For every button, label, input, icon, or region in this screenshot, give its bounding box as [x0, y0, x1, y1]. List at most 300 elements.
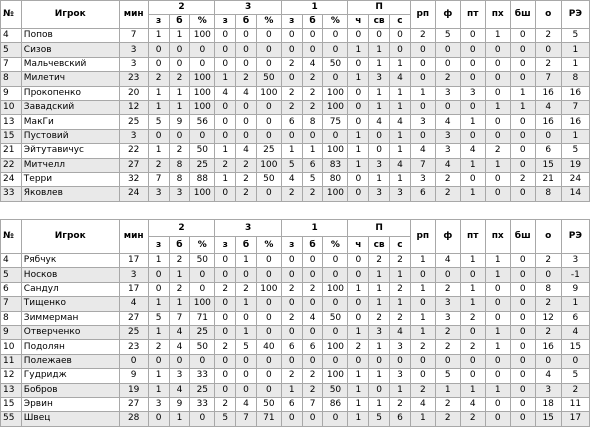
cell-efficiency: 15 [561, 340, 589, 354]
cell-turnovers: 0 [460, 100, 485, 114]
cell-reb-offensive: 1 [348, 397, 369, 411]
table-row [1, 72, 590, 86]
cell-player-name: Завадский [21, 100, 119, 114]
cell-three-attempted: 2 [236, 282, 257, 296]
cell-points: 16 [535, 115, 561, 129]
cell-reb-total: 4 [390, 72, 411, 86]
cell-three-percent: 25 [256, 144, 281, 158]
cell-two-attempted: 4 [169, 383, 190, 397]
cell-steals: 0 [485, 57, 510, 71]
header-assists: рп [410, 220, 435, 254]
cell-minutes: 3 [119, 129, 148, 143]
table-row [1, 29, 590, 43]
cell-efficiency: 1 [561, 57, 589, 71]
cell-assists: 4 [410, 397, 435, 411]
cell-efficiency: 8 [561, 72, 589, 86]
cell-ft-made: 2 [281, 311, 302, 325]
header-2pt-attempted: б [169, 237, 190, 254]
cell-ft-percent: 0 [323, 268, 348, 282]
cell-reb-total: 4 [390, 325, 411, 339]
cell-fouls: 4 [435, 158, 460, 172]
cell-player-number: 7 [1, 57, 22, 71]
header-3pt-percent: % [256, 15, 281, 29]
cell-turnovers: 0 [460, 129, 485, 143]
table-row [1, 254, 590, 268]
header-ft-made: з [281, 15, 302, 29]
team1-stats-table [0, 0, 590, 202]
cell-ft-made: 0 [281, 412, 302, 426]
header-3pt-percent: % [256, 237, 281, 254]
cell-three-attempted: 0 [236, 100, 257, 114]
cell-player-name: МакГи [21, 115, 119, 129]
cell-turnovers: 3 [460, 86, 485, 100]
cell-fouls: 0 [435, 268, 460, 282]
cell-fouls: 3 [435, 297, 460, 311]
cell-ft-attempted: 0 [302, 254, 323, 268]
cell-three-percent: 100 [256, 86, 281, 100]
cell-ft-percent: 100 [323, 86, 348, 100]
table-row [1, 325, 590, 339]
header-player: Игрок [21, 220, 119, 254]
cell-assists: 3 [410, 115, 435, 129]
cell-player-name: Прокопенко [21, 86, 119, 100]
cell-three-percent: 0 [256, 383, 281, 397]
cell-player-number: 10 [1, 340, 22, 354]
cell-reb-total: 1 [390, 383, 411, 397]
cell-reb-defensive: 4 [369, 115, 390, 129]
cell-two-attempted: 2 [169, 72, 190, 86]
cell-two-made: 0 [148, 282, 169, 296]
cell-two-attempted: 0 [169, 354, 190, 368]
cell-assists: 0 [410, 100, 435, 114]
cell-points: 2 [535, 297, 561, 311]
cell-ft-attempted: 0 [302, 297, 323, 311]
cell-ft-made: 4 [281, 172, 302, 186]
cell-player-number: 9 [1, 325, 22, 339]
cell-ft-attempted: 2 [302, 100, 323, 114]
cell-player-name: Гудридж [21, 369, 119, 383]
cell-player-name: Эйтутавичус [21, 144, 119, 158]
header-reb-total: с [390, 15, 411, 29]
cell-ft-made: 0 [281, 72, 302, 86]
cell-two-made: 1 [148, 254, 169, 268]
cell-three-made: 5 [215, 412, 236, 426]
cell-two-percent: 0 [190, 354, 215, 368]
header-turnovers: пт [460, 1, 485, 29]
cell-ft-percent: 50 [323, 311, 348, 325]
cell-minutes: 4 [119, 297, 148, 311]
cell-two-percent: 33 [190, 369, 215, 383]
cell-ft-made: 1 [281, 144, 302, 158]
cell-points: 8 [535, 187, 561, 201]
cell-assists: 6 [410, 187, 435, 201]
cell-efficiency: 24 [561, 172, 589, 186]
cell-turnovers: 2 [460, 412, 485, 426]
cell-points: 15 [535, 158, 561, 172]
cell-two-made: 1 [148, 100, 169, 114]
cell-player-name: Милетич [21, 72, 119, 86]
cell-turnovers: 0 [460, 72, 485, 86]
cell-blocks: 0 [510, 43, 535, 57]
cell-two-percent: 0 [190, 282, 215, 296]
cell-efficiency: 9 [561, 282, 589, 296]
cell-points: 4 [535, 100, 561, 114]
cell-steals: 0 [485, 311, 510, 325]
cell-points: 15 [535, 412, 561, 426]
cell-efficiency: 11 [561, 397, 589, 411]
cell-minutes: 7 [119, 29, 148, 43]
cell-reb-offensive: 0 [348, 354, 369, 368]
cell-ft-made: 0 [281, 29, 302, 43]
cell-steals: 0 [485, 297, 510, 311]
cell-turnovers: 0 [460, 43, 485, 57]
cell-reb-offensive: 0 [348, 100, 369, 114]
cell-ft-made: 2 [281, 100, 302, 114]
cell-three-attempted: 1 [236, 254, 257, 268]
cell-fouls: 2 [435, 397, 460, 411]
cell-points: 2 [535, 29, 561, 43]
cell-steals: 0 [485, 412, 510, 426]
cell-three-percent: 0 [256, 369, 281, 383]
cell-reb-defensive: 1 [369, 100, 390, 114]
cell-turnovers: 1 [460, 297, 485, 311]
cell-two-percent: 33 [190, 397, 215, 411]
cell-ft-made: 0 [281, 43, 302, 57]
cell-assists: 0 [410, 129, 435, 143]
cell-three-attempted: 4 [236, 397, 257, 411]
cell-three-made: 0 [215, 115, 236, 129]
cell-player-number: 22 [1, 158, 22, 172]
cell-fouls: 2 [435, 325, 460, 339]
cell-efficiency: 3 [561, 254, 589, 268]
cell-minutes: 24 [119, 187, 148, 201]
cell-reb-defensive: 1 [369, 268, 390, 282]
cell-points: 0 [535, 43, 561, 57]
cell-player-number: 15 [1, 397, 22, 411]
cell-ft-attempted: 2 [302, 187, 323, 201]
cell-three-attempted: 2 [236, 187, 257, 201]
cell-efficiency: 5 [561, 144, 589, 158]
cell-turnovers: 4 [460, 144, 485, 158]
cell-turnovers: 0 [460, 325, 485, 339]
cell-blocks: 0 [510, 254, 535, 268]
cell-three-attempted: 2 [236, 72, 257, 86]
cell-minutes: 22 [119, 144, 148, 158]
cell-ft-made: 2 [281, 57, 302, 71]
table-row [1, 115, 590, 129]
table-row [1, 397, 590, 411]
cell-player-name: Митчелл [21, 158, 119, 172]
cell-two-made: 2 [148, 72, 169, 86]
header-ft-percent: % [323, 237, 348, 254]
cell-fouls: 0 [435, 354, 460, 368]
cell-player-number: 7 [1, 297, 22, 311]
cell-reb-total: 4 [390, 115, 411, 129]
header-reb-defensive: св [369, 237, 390, 254]
cell-assists: 0 [410, 57, 435, 71]
cell-ft-attempted: 4 [302, 311, 323, 325]
cell-ft-percent: 80 [323, 172, 348, 186]
cell-fouls: 3 [435, 86, 460, 100]
cell-three-attempted: 1 [236, 325, 257, 339]
cell-points: 16 [535, 340, 561, 354]
header-2pt-percent: % [190, 15, 215, 29]
cell-minutes: 23 [119, 340, 148, 354]
cell-ft-attempted: 5 [302, 172, 323, 186]
header-blocks: бш [510, 220, 535, 254]
cell-two-attempted: 1 [169, 297, 190, 311]
cell-steals: 1 [485, 100, 510, 114]
header-rebounds: П [348, 220, 410, 237]
cell-two-made: 1 [148, 144, 169, 158]
cell-three-made: 2 [215, 282, 236, 296]
cell-ft-attempted: 4 [302, 57, 323, 71]
header-free-throws: 1 [281, 220, 348, 237]
cell-assists: 0 [410, 43, 435, 57]
cell-reb-offensive: 1 [348, 383, 369, 397]
cell-reb-total: 0 [390, 354, 411, 368]
cell-two-percent: 25 [190, 383, 215, 397]
cell-blocks: 0 [510, 397, 535, 411]
cell-reb-defensive: 0 [369, 354, 390, 368]
cell-player-name: Эрвин [21, 397, 119, 411]
cell-three-attempted: 0 [236, 354, 257, 368]
cell-player-name: Пустовий [21, 129, 119, 143]
cell-minutes: 3 [119, 57, 148, 71]
cell-three-attempted: 4 [236, 144, 257, 158]
cell-two-made: 0 [148, 57, 169, 71]
header-rebounds: П [348, 1, 410, 15]
cell-player-number: 24 [1, 172, 22, 186]
cell-player-name: Сизов [21, 43, 119, 57]
cell-three-percent: 0 [256, 43, 281, 57]
cell-efficiency: -1 [561, 268, 589, 282]
cell-points: 12 [535, 311, 561, 325]
cell-reb-total: 0 [390, 43, 411, 57]
cell-three-made: 0 [215, 297, 236, 311]
cell-ft-percent: 50 [323, 57, 348, 71]
cell-fouls: 3 [435, 144, 460, 158]
cell-three-attempted: 4 [236, 86, 257, 100]
cell-two-percent: 50 [190, 144, 215, 158]
cell-two-attempted: 7 [169, 311, 190, 325]
header-points: о [535, 220, 561, 254]
cell-ft-made: 2 [281, 86, 302, 100]
cell-three-made: 0 [215, 369, 236, 383]
cell-three-percent: 100 [256, 282, 281, 296]
cell-player-number: 12 [1, 369, 22, 383]
header-ft-percent: % [323, 15, 348, 29]
cell-ft-percent: 0 [323, 297, 348, 311]
cell-ft-percent: 0 [323, 29, 348, 43]
cell-ft-attempted: 2 [302, 383, 323, 397]
cell-efficiency: 1 [561, 129, 589, 143]
cell-two-attempted: 4 [169, 325, 190, 339]
cell-reb-total: 2 [390, 254, 411, 268]
cell-reb-defensive: 1 [369, 43, 390, 57]
cell-reb-defensive: 3 [369, 72, 390, 86]
table-row [1, 158, 590, 172]
cell-two-percent: 0 [190, 412, 215, 426]
cell-turnovers: 0 [460, 369, 485, 383]
cell-steals: 0 [485, 397, 510, 411]
cell-two-percent: 100 [190, 297, 215, 311]
cell-two-made: 2 [148, 158, 169, 172]
cell-reb-offensive: 1 [348, 369, 369, 383]
cell-efficiency: 0 [561, 354, 589, 368]
cell-three-percent: 50 [256, 172, 281, 186]
cell-fouls: 3 [435, 311, 460, 325]
cell-turnovers: 1 [460, 115, 485, 129]
table-row [1, 100, 590, 114]
cell-efficiency: 5 [561, 29, 589, 43]
cell-three-attempted: 1 [236, 297, 257, 311]
header-minutes: мин [119, 1, 148, 29]
cell-ft-percent: 0 [323, 354, 348, 368]
cell-turnovers: 1 [460, 158, 485, 172]
cell-two-percent: 100 [190, 86, 215, 100]
cell-ft-percent: 0 [323, 412, 348, 426]
cell-three-attempted: 0 [236, 129, 257, 143]
cell-turnovers: 1 [460, 187, 485, 201]
cell-two-attempted: 2 [169, 254, 190, 268]
cell-reb-defensive: 5 [369, 412, 390, 426]
cell-efficiency: 1 [561, 43, 589, 57]
header-2pt-made: з [148, 15, 169, 29]
cell-two-percent: 56 [190, 115, 215, 129]
cell-player-name: Подолян [21, 340, 119, 354]
cell-fouls: 4 [435, 254, 460, 268]
cell-player-number: 10 [1, 100, 22, 114]
cell-ft-made: 0 [281, 129, 302, 143]
cell-blocks: 0 [510, 311, 535, 325]
cell-blocks: 0 [510, 268, 535, 282]
cell-steals: 1 [485, 325, 510, 339]
cell-three-percent: 0 [256, 187, 281, 201]
table-row [1, 129, 590, 143]
cell-reb-defensive: 3 [369, 325, 390, 339]
cell-assists: 0 [410, 369, 435, 383]
cell-three-made: 0 [215, 325, 236, 339]
header-ft-attempted: б [302, 15, 323, 29]
cell-reb-offensive: 0 [348, 57, 369, 71]
cell-ft-attempted: 7 [302, 397, 323, 411]
cell-three-made: 0 [215, 129, 236, 143]
cell-turnovers: 1 [460, 383, 485, 397]
cell-assists: 0 [410, 72, 435, 86]
cell-two-made: 5 [148, 115, 169, 129]
cell-fouls: 2 [435, 340, 460, 354]
cell-fouls: 4 [435, 115, 460, 129]
header-player: Игрок [21, 1, 119, 29]
cell-blocks: 0 [510, 412, 535, 426]
cell-turnovers: 0 [460, 172, 485, 186]
cell-three-percent: 0 [256, 100, 281, 114]
cell-reb-total: 2 [390, 282, 411, 296]
header-3pt-made: з [215, 15, 236, 29]
cell-blocks: 1 [510, 100, 535, 114]
cell-two-made: 2 [148, 340, 169, 354]
cell-blocks: 0 [510, 72, 535, 86]
cell-ft-made: 0 [281, 325, 302, 339]
cell-blocks: 0 [510, 282, 535, 296]
cell-reb-offensive: 1 [348, 282, 369, 296]
cell-points: 0 [535, 129, 561, 143]
cell-two-made: 5 [148, 311, 169, 325]
cell-efficiency: 5 [561, 369, 589, 383]
cell-three-made: 2 [215, 340, 236, 354]
cell-three-percent: 0 [256, 115, 281, 129]
cell-three-attempted: 0 [236, 383, 257, 397]
cell-two-percent: 88 [190, 172, 215, 186]
cell-player-name: Тищенко [21, 297, 119, 311]
cell-steals: 1 [485, 254, 510, 268]
header-reb-offensive: ч [348, 237, 369, 254]
cell-minutes: 17 [119, 254, 148, 268]
cell-three-made: 0 [215, 43, 236, 57]
header-fouls: ф [435, 220, 460, 254]
cell-three-percent: 0 [256, 297, 281, 311]
cell-turnovers: 4 [460, 397, 485, 411]
header-free-throws: 1 [281, 1, 348, 15]
cell-points: 0 [535, 354, 561, 368]
cell-player-number: 4 [1, 254, 22, 268]
cell-ft-made: 0 [281, 268, 302, 282]
cell-efficiency: 17 [561, 412, 589, 426]
cell-reb-offensive: 0 [348, 297, 369, 311]
cell-three-attempted: 2 [236, 172, 257, 186]
cell-assists: 4 [410, 144, 435, 158]
cell-ft-attempted: 0 [302, 29, 323, 43]
cell-reb-total: 1 [390, 297, 411, 311]
cell-reb-defensive: 3 [369, 158, 390, 172]
cell-ft-percent: 0 [323, 72, 348, 86]
cell-three-made: 1 [215, 172, 236, 186]
header-2pt-made: з [148, 237, 169, 254]
cell-two-percent: 0 [190, 57, 215, 71]
cell-fouls: 5 [435, 369, 460, 383]
cell-turnovers: 1 [460, 282, 485, 296]
cell-ft-percent: 100 [323, 187, 348, 201]
cell-assists: 0 [410, 297, 435, 311]
cell-player-name: Полежаев [21, 354, 119, 368]
cell-three-percent: 50 [256, 397, 281, 411]
cell-fouls: 0 [435, 43, 460, 57]
cell-three-made: 0 [215, 268, 236, 282]
cell-blocks: 0 [510, 369, 535, 383]
cell-reb-total: 3 [390, 340, 411, 354]
cell-steals: 1 [485, 29, 510, 43]
cell-ft-percent: 100 [323, 144, 348, 158]
cell-three-percent: 0 [256, 311, 281, 325]
cell-blocks: 0 [510, 325, 535, 339]
cell-two-attempted: 3 [169, 369, 190, 383]
cell-three-percent: 0 [256, 325, 281, 339]
cell-two-made: 1 [148, 297, 169, 311]
header-2pt-percent: % [190, 237, 215, 254]
table-row [1, 369, 590, 383]
cell-two-attempted: 1 [169, 268, 190, 282]
cell-two-made: 3 [148, 187, 169, 201]
cell-two-percent: 50 [190, 340, 215, 354]
cell-steals: 0 [485, 115, 510, 129]
cell-player-number: 8 [1, 72, 22, 86]
cell-fouls: 1 [435, 383, 460, 397]
cell-turnovers: 0 [460, 57, 485, 71]
cell-three-percent: 0 [256, 268, 281, 282]
cell-reb-total: 1 [390, 172, 411, 186]
cell-two-made: 1 [148, 325, 169, 339]
